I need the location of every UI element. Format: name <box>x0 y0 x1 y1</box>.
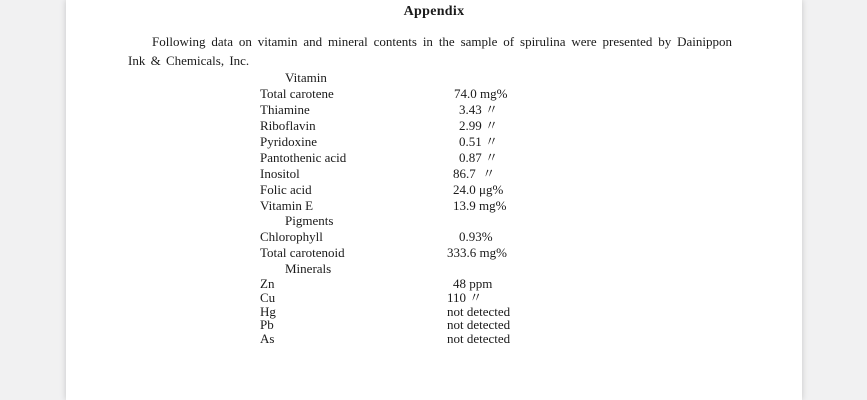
mineral-value: not detected <box>447 304 511 319</box>
nutrient-name: Folic acid <box>260 182 312 197</box>
mineral-name: Hg <box>260 304 276 319</box>
mineral-value: 48 ppm <box>453 276 493 291</box>
nutrient-value: 0.51 〃 <box>459 134 499 149</box>
nutrient-name: Chlorophyll <box>260 229 323 244</box>
nutrient-value: 13.9 mg% <box>453 198 507 213</box>
nutrient-name: Total carotenoid <box>260 245 345 260</box>
section-heading-vitamin: Vitamin <box>285 70 327 85</box>
nutrient-name: Riboflavin <box>260 118 316 133</box>
mineral-name: Pb <box>260 317 274 332</box>
nutrient-name: Pyridoxine <box>260 134 318 149</box>
nutrient-value: 3.43 〃 <box>459 102 499 117</box>
section-heading-pigments: Pigments <box>285 213 334 228</box>
intro-paragraph: Following data on vitamin and mineral contents in the sample of spirulina were presented by Dainippon Ink & Chemicals, Inc. <box>128 34 732 68</box>
nutrient-value: 2.99 〃 <box>459 118 499 133</box>
nutrient-name: Vitamin E <box>260 198 314 213</box>
nutrient-value: 24.0 μg% <box>453 182 504 197</box>
nutrient-name: Thiamine <box>260 102 310 117</box>
nutrient-value: 74.0 mg% <box>454 86 508 101</box>
nutrient-name: Inositol <box>260 166 300 181</box>
nutrient-value: 0.87 〃 <box>459 150 499 165</box>
nutrient-value: 0.93% <box>459 229 493 244</box>
mineral-name: Zn <box>260 276 275 291</box>
mineral-name: Cu <box>260 290 276 305</box>
nutrient-name: Pantothenic acid <box>260 150 347 165</box>
nutrient-name: Total carotene <box>260 86 334 101</box>
mineral-name: As <box>260 331 275 346</box>
page-title: Appendix <box>403 4 465 19</box>
mineral-value: 110 〃 <box>447 290 483 305</box>
document-page <box>66 0 802 400</box>
nutrient-value: 86.7 〃 <box>453 166 496 181</box>
mineral-value: not detected <box>447 331 511 346</box>
mineral-value: not detected <box>447 317 511 332</box>
section-heading-minerals: Minerals <box>285 261 332 276</box>
nutrient-value: 333.6 mg% <box>447 245 507 260</box>
